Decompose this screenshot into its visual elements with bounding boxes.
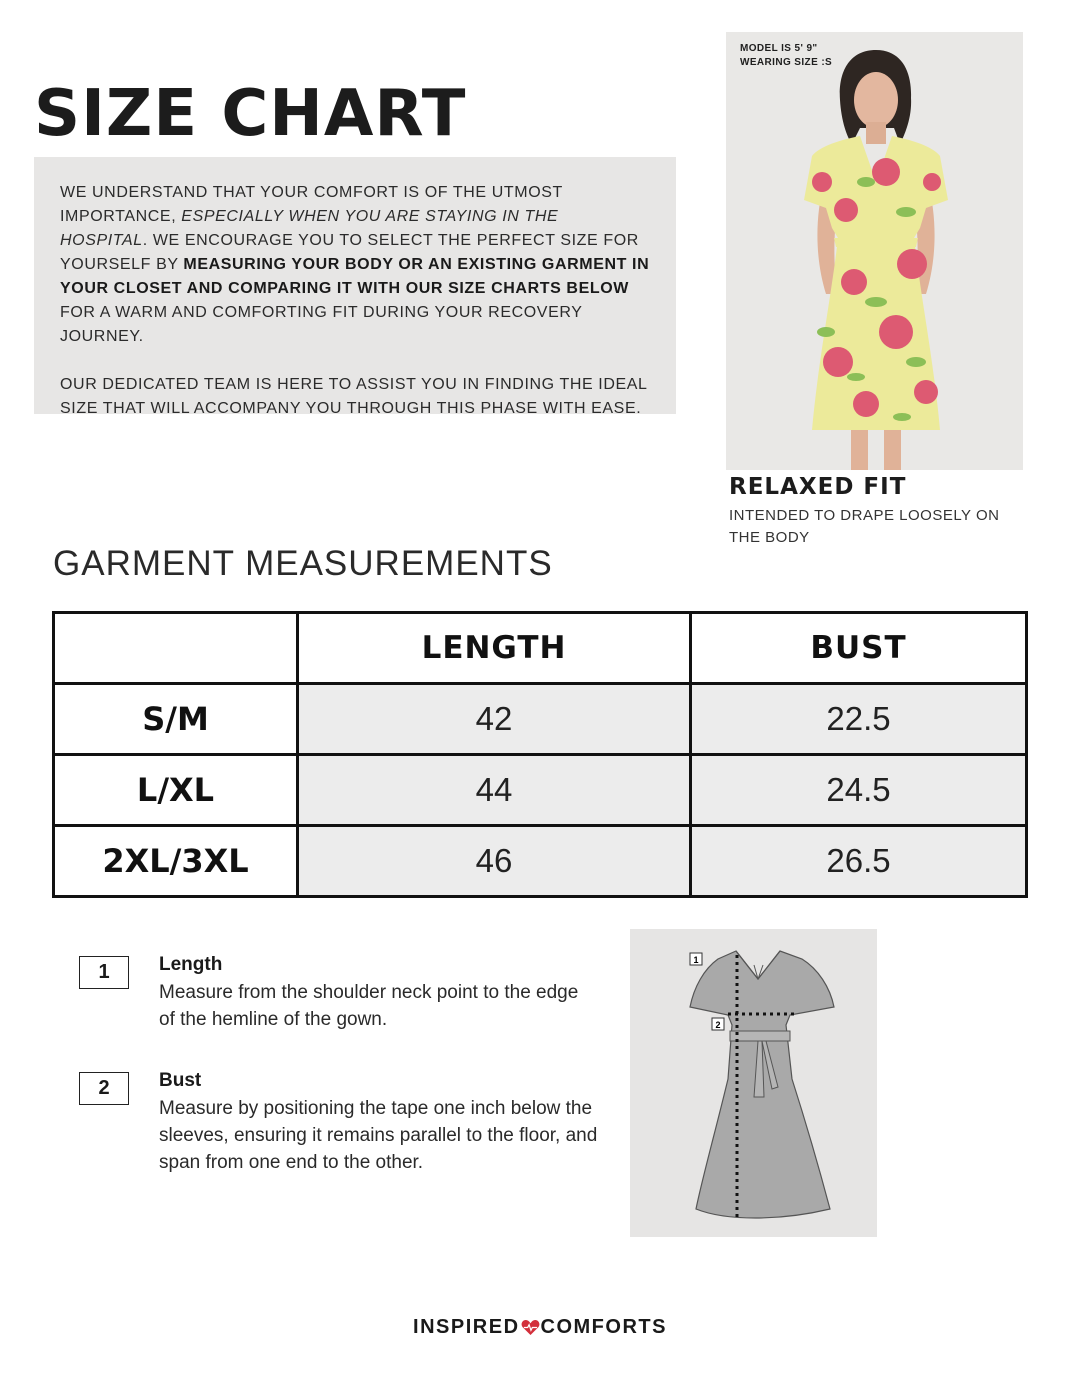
- brand-logo: [0, 1316, 1080, 1342]
- gown-diagram: [630, 929, 877, 1237]
- brand-name-right: COMFORTS: [540, 1316, 667, 1338]
- table-header-row: [54, 613, 1027, 684]
- step-description-bust: Measure by positioning the tape one inch below the sleeves, ensuring it remains parallel to the floor, and span from one end to the other.: [159, 1098, 598, 1173]
- size-label: L/XL: [54, 755, 298, 826]
- model-caption: [740, 42, 832, 70]
- model-photo: [726, 32, 1023, 470]
- table-row: [54, 755, 1027, 826]
- table-header-bust: BUST: [691, 613, 1027, 684]
- intro-bold-text: MEASURING YOUR BODY OR AN EXISTING GARMENT IN YOUR CLOSET AND COMPARING IT WITH OUR SIZE CHARTS BELOW: [60, 256, 650, 297]
- size-table: [52, 611, 1028, 898]
- length-value: 44: [298, 755, 691, 826]
- table-row: [54, 684, 1027, 755]
- step-number-2: 2: [79, 1072, 129, 1105]
- brand-name-left: INSPIRED: [413, 1316, 520, 1338]
- bust-value: 22.5: [691, 684, 1027, 755]
- heart-icon: [521, 1319, 540, 1342]
- page-title: SIZE CHART: [34, 77, 467, 151]
- intro-paragraph-1: [60, 181, 650, 349]
- size-label: 2XL/3XL: [54, 826, 298, 897]
- step-description-length: Measure from the shoulder neck point to the edge of the hemline of the gown.: [159, 982, 579, 1030]
- step-title-bust: Bust: [159, 1070, 202, 1091]
- diagram-marker-1: 1: [693, 955, 699, 965]
- table-row: [54, 826, 1027, 897]
- length-value: 42: [298, 684, 691, 755]
- intro-text: FOR A WARM AND COMFORTING FIT DURING YOUR RECOVERY JOURNEY.: [60, 304, 583, 345]
- model-height-caption: MODEL IS 5' 9": [740, 43, 818, 54]
- bust-value: 26.5: [691, 826, 1027, 897]
- gown-belt: [730, 1031, 790, 1041]
- step-title-length: Length: [159, 954, 223, 975]
- diagram-marker-2: 2: [715, 1020, 721, 1030]
- size-label: S/M: [54, 684, 298, 755]
- measurement-diagram: [630, 929, 877, 1237]
- model-illustration: [726, 32, 1023, 470]
- measurements-title: GARMENT MEASUREMENTS: [53, 544, 553, 583]
- intro-text: . WE ENCOURAGE YOU TO SELECT THE PERFECT SIZE FOR YOURSELF BY: [60, 232, 639, 273]
- intro-italic-text: ESPECIALLY WHEN YOU ARE STAYING IN THE HOSPITAL: [60, 208, 559, 249]
- table-header-length: LENGTH: [298, 613, 691, 684]
- intro-paragraph-2: OUR DEDICATED TEAM IS HERE TO ASSIST YOU IN FINDING THE IDEAL SIZE THAT WILL ACCOMPANY YOU THROUGH THIS PHASE WITH EASE.: [60, 376, 647, 417]
- length-value: 46: [298, 826, 691, 897]
- model-size-caption: WEARING SIZE :S: [740, 57, 833, 68]
- bust-value: 24.5: [691, 755, 1027, 826]
- table-header-empty: [54, 613, 298, 684]
- fit-title: RELAXED FIT: [729, 474, 907, 500]
- intro-panel: [34, 157, 676, 417]
- intro-text: WE UNDERSTAND THAT YOUR COMFORT IS OF THE UTMOST IMPORTANCE,: [60, 184, 563, 225]
- fit-description: INTENDED TO DRAPE LOOSELY ON THE BODY: [729, 507, 1000, 546]
- step-number-1: 1: [79, 956, 129, 989]
